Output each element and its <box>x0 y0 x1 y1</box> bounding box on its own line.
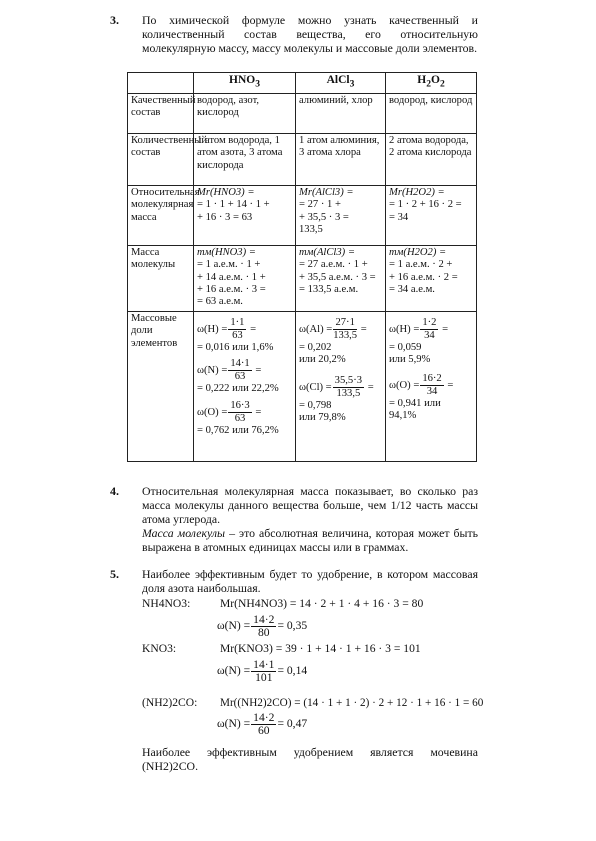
formula-lhs: ω(H) = <box>389 323 420 335</box>
formula-line: mм(AlCl3) = <box>299 246 355 258</box>
formula-line: Mr(HNO3) = <box>197 186 255 198</box>
formula-line: = 27 а.е.м. · 1 + <box>299 259 368 271</box>
denominator: 63 <box>234 371 246 383</box>
q4-number: 4. <box>110 484 119 498</box>
formula-result: = 0,762 или 76,2% <box>197 424 279 436</box>
fraction <box>251 712 276 737</box>
formula-line: = 63 а.е.м. <box>197 296 243 308</box>
formula-line: + 14 а.е.м. · 1 + <box>197 271 266 283</box>
table-cell <box>386 311 477 461</box>
denominator: 63 <box>234 412 246 424</box>
formula-result: или 5,9% <box>389 354 431 366</box>
formula-result: = 0,941 или <box>389 397 441 409</box>
table-cell: 1 атом водорода, 1 атом азота, 3 атома кислорода <box>194 133 296 185</box>
table-cell <box>296 185 386 245</box>
q3-number: 3. <box>110 13 119 27</box>
table-cell <box>296 245 386 311</box>
formula-line: = 1 · 1 + 14 · 1 + <box>197 199 270 211</box>
formula-result: = 0,016 или 1,6% <box>197 341 274 353</box>
table-cell <box>386 185 477 245</box>
table-header-row <box>128 73 477 94</box>
formula-result: 94,1% <box>389 409 417 421</box>
mass-fraction-h: ω(H) = $\frac{1\cdot 2}{34}$ = <box>389 316 449 341</box>
q5-number: 5. <box>110 567 119 581</box>
mass-fraction-o: ω(O) = $\frac{16\cdot 3}{63}$ = <box>197 399 262 424</box>
table-cell <box>194 185 296 245</box>
formula-line: = 34 <box>389 211 409 223</box>
table-cell <box>194 311 296 461</box>
row-label: Масса молекулы <box>128 245 194 311</box>
formula-lhs: ω(N) = <box>217 717 251 731</box>
fertilizer-mr: Mr(KNO3) = 39 · 1 + 14 · 1 + 16 · 3 = 101 <box>220 642 421 655</box>
formula-result: = 0,14 <box>277 664 308 678</box>
formula-line: + 16 а.е.м. · 3 = <box>197 283 266 295</box>
formula-line: = 1 а.е.м. · 2 + <box>389 259 453 271</box>
numerator: 27·1 <box>333 317 357 330</box>
fertilizer-fraction <box>217 659 307 684</box>
formula-line: mм(H2O2) = <box>389 246 447 258</box>
q5-conclusion: Наиболее эффективным удобрением является мочевина (NH2)2CO. <box>142 745 478 773</box>
table-row <box>128 133 477 185</box>
formula-lhs: ω(N) = <box>197 365 228 377</box>
formula-result: или 20,2% <box>299 354 346 366</box>
denominator: 60 <box>258 724 270 737</box>
formula-line: + 16 а.е.м. · 2 = <box>389 271 458 283</box>
denominator: 34 <box>424 329 435 341</box>
q4-text2: – это абсолютная величина, которая может быть выражена в атомных единицах массы или в граммах. <box>142 526 478 554</box>
formula-result: или 79,8% <box>299 411 346 423</box>
table-cell: алюминий, хлор <box>296 93 386 133</box>
numerator: 16·2 <box>422 372 442 384</box>
denominator: 80 <box>258 626 270 639</box>
q4-term: Масса молекулы <box>142 526 226 540</box>
formula-line: + 16 · 3 = 63 <box>197 211 253 223</box>
row-label: Относительная молекулярная масса <box>128 185 194 245</box>
denominator: 101 <box>255 671 273 684</box>
table-cell <box>194 245 296 311</box>
formula-line: mм(HNO3) = <box>197 246 256 258</box>
header-h2o2: $H_2O_2$ <box>386 73 477 94</box>
header-empty <box>128 73 194 94</box>
fertilizer-mr: Mr(NH4NO3) = 14 · 2 + 1 · 4 + 16 · 3 = 80 <box>220 597 424 610</box>
formula-lhs: ω(Al) = <box>299 323 333 335</box>
formula-result: = 0,059 <box>389 341 422 353</box>
numerator: 1·2 <box>422 316 437 328</box>
fraction <box>251 614 276 639</box>
numerator: 14·2 <box>253 711 275 724</box>
formula-result: = 0,202 <box>299 341 332 353</box>
table-cell <box>296 311 386 461</box>
numerator: 14·1 <box>253 658 275 671</box>
formula-lhs: ω(O) = <box>389 379 420 391</box>
formula-lhs: ω(O) = <box>197 406 228 418</box>
formula-lhs: ω(N) = <box>217 619 251 633</box>
table-cell: водород, кислород <box>386 93 477 133</box>
fraction <box>420 373 443 398</box>
fraction <box>333 317 357 342</box>
formula-line: = 1 · 2 + 16 · 2 = <box>389 199 462 211</box>
numerator: 14·2 <box>253 613 275 626</box>
fertilizer-label: NH4NO3: <box>142 597 191 610</box>
denominator: 133,5 <box>333 329 358 341</box>
formula-line: = 1 а.е.м. · 1 + <box>197 259 261 271</box>
formula-line: = 34 а.е.м. <box>389 283 435 295</box>
formula-line: 133,5 <box>299 223 323 235</box>
q5-intro: Наиболее эффективным будет то удобрение, в котором массовая доля азота наибольшая. <box>142 567 478 595</box>
table-cell: 2 атома водорода, 2 атома кислорода <box>386 133 477 185</box>
denominator: 34 <box>426 385 438 397</box>
row-label: Массовые доли элементов <box>128 311 194 461</box>
table-row <box>128 93 477 133</box>
formula-line: = 133,5 а.е.м. <box>299 283 359 295</box>
fertilizer-label: (NH2)2CO: <box>142 696 198 709</box>
numerator: 1·1 <box>230 316 245 328</box>
fraction <box>420 317 438 342</box>
fraction <box>228 400 251 425</box>
table-cell <box>386 245 477 311</box>
fraction <box>333 375 364 400</box>
mass-fraction-o: ω(O) = $\frac{16\cdot 2}{34}$ = <box>389 372 454 397</box>
formula-result: = 0,35 <box>277 619 308 633</box>
composition-table <box>127 72 477 462</box>
mass-fraction-al: ω(Al) = $\frac{27\cdot 1}{133,5}$ = <box>299 316 367 341</box>
formula-line: + 35,5 · 3 = <box>299 211 349 223</box>
formula-line: Mr(AlCl3) = <box>299 186 354 198</box>
table-cell: водород, азот, кислород <box>194 93 296 133</box>
formula-result: = 0,798 <box>299 399 332 411</box>
fertilizer-mr: Mr((NH2)2CO) = (14 · 1 + 1 · 2) · 2 + 12 · 1 + 16 · 1 = 60 <box>220 697 484 709</box>
table-row <box>128 185 477 245</box>
fertilizer-fraction <box>217 712 307 737</box>
q4-definition <box>142 526 478 554</box>
header-alcl3: AlCl$_3$ <box>296 73 386 94</box>
q3-intro: По химической формуле можно узнать качественный и количественный состав вещества, его относительную молекулярную массу, массу молекулы и массовые доли элементов. <box>142 13 478 55</box>
fraction <box>228 358 251 383</box>
fertilizer-label: KNO3: <box>142 642 177 655</box>
fertilizer-fraction <box>217 614 307 639</box>
numerator: 35,5·3 <box>334 374 363 386</box>
table-row <box>128 245 477 311</box>
denominator: 63 <box>232 329 243 341</box>
table-row <box>128 311 477 461</box>
formula-lhs: ω(Cl) = <box>299 381 332 393</box>
formula-result: = 0,47 <box>277 717 308 731</box>
formula-line: = 27 · 1 + <box>299 199 341 211</box>
numerator: 16·3 <box>230 399 250 411</box>
numerator: 14·1 <box>230 358 250 370</box>
header-hno3: $HNO_3$ <box>194 73 296 94</box>
fraction <box>251 659 276 684</box>
formula-lhs: ω(H) = <box>197 323 228 335</box>
denominator: 133,5 <box>336 387 361 399</box>
table-cell: 1 атом алюминия, 3 атома хлора <box>296 133 386 185</box>
mass-fraction-h: ω(H) = $\frac{1\cdot 1}{63}$ = <box>197 316 257 341</box>
row-label: Количественный состав <box>128 133 194 185</box>
q4-text1: Относительная молекулярная масса показывает, во сколько раз масса молекулы данного вещества больше, чем 1/12 часть массы атома углерода. <box>142 484 478 526</box>
formula-line: + 35,5 а.е.м. · 3 = <box>299 271 376 283</box>
formula-result: = 0,222 или 22,2% <box>197 383 279 395</box>
mass-fraction-cl: ω(Cl) = $\frac{35,5\cdot 3}{133,5}$ = <box>299 374 374 399</box>
row-label: Качественный состав <box>128 93 194 133</box>
mass-fraction-n: ω(N) = $\frac{14\cdot 1}{63}$ = <box>197 358 262 383</box>
fraction <box>228 317 246 342</box>
formula-line: Mr(H2O2) = <box>389 186 445 198</box>
formula-lhs: ω(N) = <box>217 664 251 678</box>
